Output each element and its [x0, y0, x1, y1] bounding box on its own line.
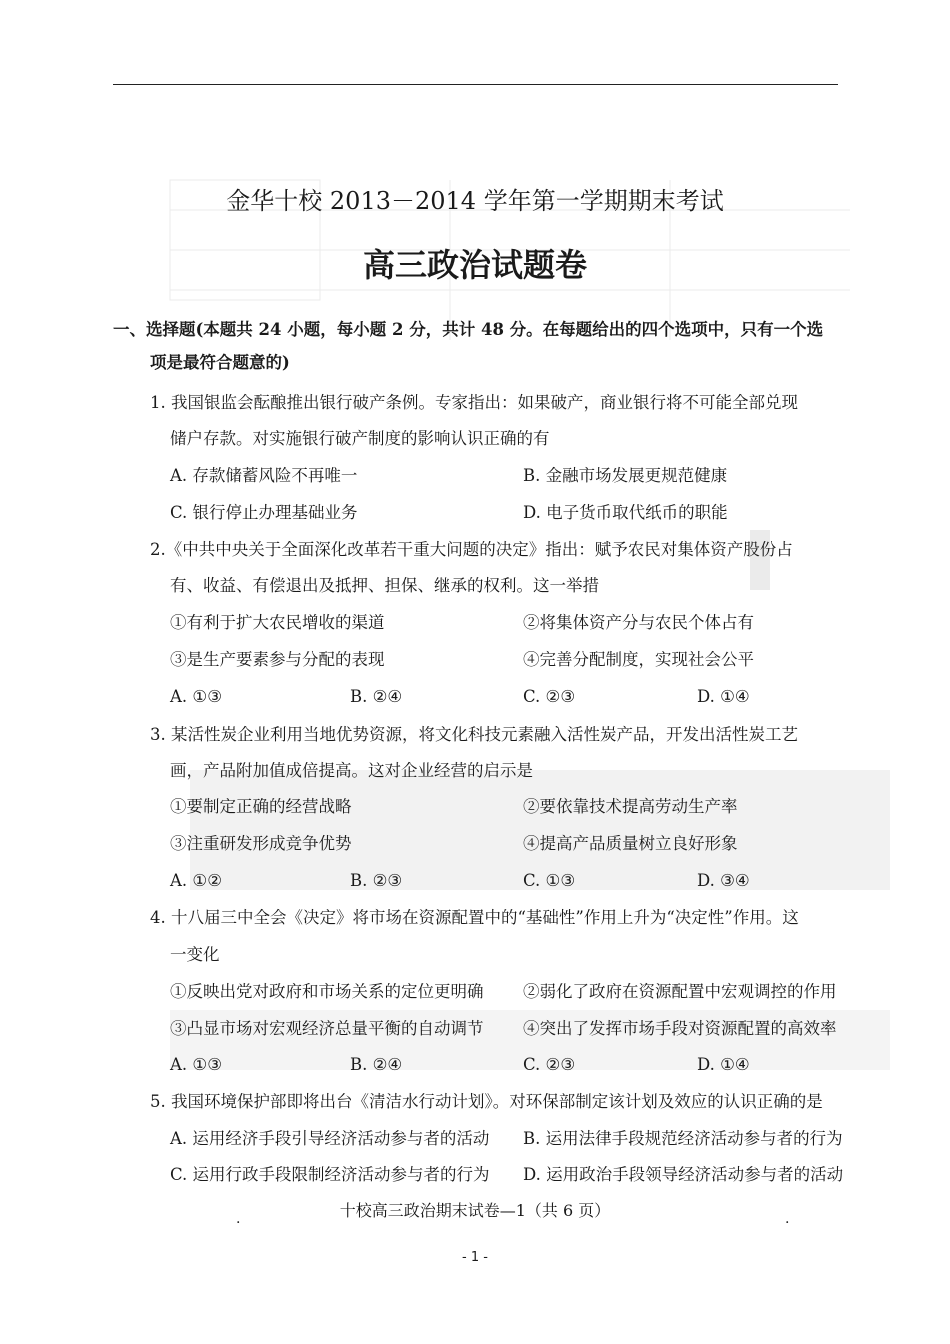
- q3-option-a: A. ①②: [170, 871, 222, 890]
- page-footer: 十校高三政治期末试卷—1（共 6 页）: [339, 1201, 611, 1220]
- q5-stem-line-1: 5. 我国环境保护部即将出台《清洁水行动计划》。对环保部制定该计划及效应的认识正确的是: [150, 1092, 823, 1111]
- q4-stem-line-2: 一变化: [170, 945, 220, 964]
- q4-statement-2: ②弱化了政府在资源配置中宏观调控的作用: [523, 982, 837, 1001]
- q4-option-b: B. ②④: [350, 1055, 403, 1074]
- q4-option-d: D. ①④: [697, 1055, 750, 1074]
- q4-statement-4: ④突出了发挥市场手段对资源配置的高效率: [523, 1019, 837, 1038]
- q3-option-d: D. ③④: [697, 871, 750, 890]
- exam-subtitle: 高三政治试题卷: [362, 246, 587, 284]
- q4-option-c: C. ②③: [523, 1055, 576, 1074]
- scan-speck-right: .: [785, 1211, 790, 1227]
- q2-option-c: C. ②③: [523, 687, 576, 706]
- q3-option-b: B. ②③: [350, 871, 403, 890]
- q2-statement-1: ①有利于扩大农民增收的渠道: [170, 613, 385, 632]
- q1-stem-line-1: 1. 我国银监会酝酿推出银行破产条例。专家指出：如果破产，商业银行将不可能全部兑现: [150, 393, 798, 412]
- q3-statement-4: ④提高产品质量树立良好形象: [523, 834, 738, 853]
- q2-stem-line-1: 2.《中共中央关于全面深化改革若干重大问题的决定》指出：赋予农民对集体资产股份占: [150, 540, 793, 559]
- page-number: - 1 -: [462, 1250, 488, 1265]
- q1-option-a: A. 存款储蓄风险不再唯一: [170, 466, 358, 485]
- q5-option-a: A. 运用经济手段引导经济活动参与者的活动: [170, 1129, 490, 1148]
- q3-statement-3: ③注重研发形成竞争优势: [170, 834, 352, 853]
- q1-option-b: B. 金融市场发展更规范健康: [523, 466, 728, 485]
- q2-option-a: A. ①③: [170, 687, 222, 706]
- q2-option-b: B. ②④: [350, 687, 403, 706]
- q4-statement-3: ③凸显市场对宏观经济总量平衡的自动调节: [170, 1019, 484, 1038]
- exam-title: 金华十校 2013－2014 学年第一学期期末考试: [226, 187, 724, 215]
- q3-statement-2: ②要依靠技术提高劳动生产率: [523, 797, 738, 816]
- q5-option-b: B. 运用法律手段规范经济活动参与者的行为: [523, 1129, 843, 1148]
- top-rule: [113, 84, 838, 85]
- section-heading-line-1: 一、选择题(本题共 24 小题，每小题 2 分，共计 48 分。在每题给出的四个选项中，只有一个选: [113, 320, 824, 339]
- q2-statement-4: ④完善分配制度，实现社会公平: [523, 650, 754, 669]
- q4-option-a: A. ①③: [170, 1055, 222, 1074]
- q1-option-d: D. 电子货币取代纸币的职能: [523, 503, 728, 522]
- q1-stem-line-2: 储户存款。对实施银行破产制度的影响认识正确的有: [170, 429, 550, 448]
- q2-stem-line-2: 有、收益、有偿退出及抵押、担保、继承的权利。这一举措: [170, 576, 599, 595]
- q4-stem-line-1: 4. 十八届三中全会《决定》将市场在资源配置中的“基础性”作用上升为“决定性”作用。这: [150, 908, 799, 927]
- q1-option-c: C. 银行停止办理基础业务: [170, 503, 358, 522]
- scan-speck-left: .: [236, 1211, 241, 1227]
- q3-option-c: C. ①③: [523, 871, 576, 890]
- q3-stem-line-2: 画，产品附加值成倍提高。这对企业经营的启示是: [170, 761, 533, 780]
- q5-option-d: D. 运用政治手段领导经济活动参与者的活动: [523, 1165, 844, 1184]
- q5-option-c: C. 运用行政手段限制经济活动参与者的行为: [170, 1165, 490, 1184]
- q3-statement-1: ①要制定正确的经营战略: [170, 797, 352, 816]
- q3-stem-line-1: 3. 某活性炭企业利用当地优势资源，将文化科技元素融入活性炭产品，开发出活性炭工艺: [150, 725, 798, 744]
- section-heading-line-2: 项是最符合题意的): [150, 353, 290, 372]
- q2-statement-3: ③是生产要素参与分配的表现: [170, 650, 385, 669]
- q2-statement-2: ②将集体资产分与农民个体占有: [523, 613, 754, 632]
- q2-option-d: D. ①④: [697, 687, 750, 706]
- q4-statement-1: ①反映出党对政府和市场关系的定位更明确: [170, 982, 484, 1001]
